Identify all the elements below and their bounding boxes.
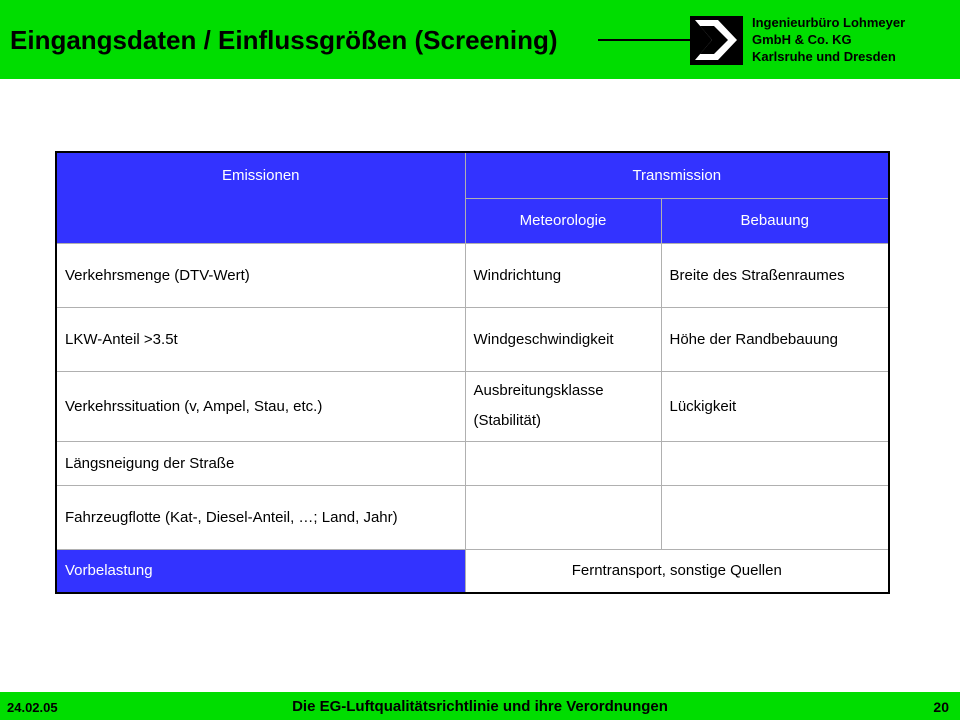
table-row [56, 441, 889, 485]
cell-meteorologie [465, 441, 661, 485]
vorbelastung-value: Ferntransport, sonstige Quellen [465, 549, 889, 593]
header-transmission: Transmission [465, 152, 889, 198]
header-bar [0, 0, 960, 79]
footer-bar [0, 692, 960, 720]
cell-emissionen: Längsneigung der Straße [56, 441, 465, 485]
cell-emissionen: Verkehrssituation (v, Ampel, Stau, etc.) [56, 371, 465, 441]
header-bebauung: Bebauung [661, 198, 889, 243]
page-number: 20 [933, 699, 949, 715]
header-emissionen: Emissionen [56, 152, 465, 243]
company-name [752, 14, 905, 65]
title-divider [598, 39, 690, 41]
cell-meteorologie [465, 485, 661, 549]
cell-meteorologie: Ausbreitungsklasse (Stabilität) [465, 371, 661, 441]
cell-emissionen: LKW-Anteil >3.5t [56, 307, 465, 371]
header-meteorologie: Meteorologie [465, 198, 661, 243]
footer-date: 24.02.05 [7, 700, 58, 715]
table-row [56, 485, 889, 549]
cell-bebauung [661, 485, 889, 549]
company-line-2: GmbH & Co. KG [752, 32, 852, 47]
cell-bebauung [661, 441, 889, 485]
table-row [56, 307, 889, 371]
slide-title: Eingangsdaten / Einflussgrößen (Screening) [10, 25, 558, 55]
footer-title: Die EG-Luftqualitätsrichtlinie und ihre Verordnungen [292, 698, 668, 715]
arrow-chevron-logo-icon [690, 16, 743, 65]
cell-bebauung: Höhe der Randbebauung [661, 307, 889, 371]
table-row [56, 371, 889, 441]
influence-factors-table [55, 151, 890, 594]
table-row [56, 243, 889, 307]
cell-bebauung: Breite des Straßenraumes [661, 243, 889, 307]
cell-emissionen: Verkehrsmenge (DTV-Wert) [56, 243, 465, 307]
company-line-3: Karlsruhe und Dresden [752, 49, 896, 64]
cell-meteorologie: Windgeschwindigkeit [465, 307, 661, 371]
vorbelastung-row [56, 549, 889, 593]
vorbelastung-label: Vorbelastung [56, 549, 465, 593]
cell-meteorologie: Windrichtung [465, 243, 661, 307]
cell-bebauung: Lückigkeit [661, 371, 889, 441]
company-line-1: Ingenieurbüro Lohmeyer [752, 15, 906, 30]
table-header-row [56, 152, 889, 198]
cell-emissionen: Fahrzeugflotte (Kat-, Diesel-Anteil, …; Land, Jahr) [56, 485, 465, 549]
